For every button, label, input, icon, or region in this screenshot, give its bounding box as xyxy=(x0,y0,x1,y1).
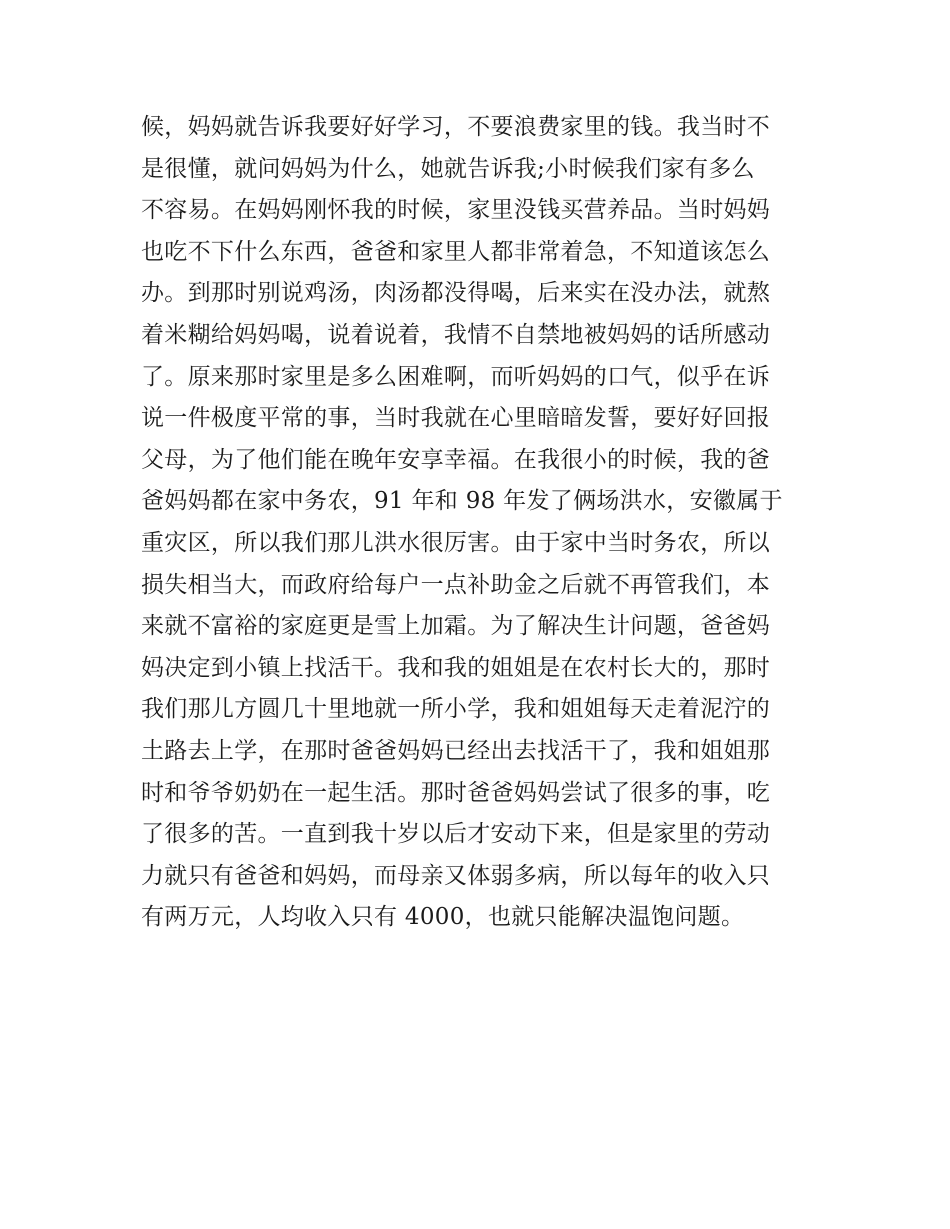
text-line: 我们那儿方圆几十里地就一所小学，我和姐姐每天走着泥泞的 xyxy=(141,696,771,723)
text-line: 候，妈妈就告诉我要好好学习，不要浪费家里的钱。我当时不 xyxy=(141,114,771,140)
text-line: 是很懂，就问妈妈为什么，她就告诉我;小时候我们家有多么 xyxy=(141,155,755,182)
text-line: 也吃不下什么东西，爸爸和家里人都非常着急，不知道该怎么 xyxy=(141,238,771,265)
text-line: 有两万元，人均收入只有 4000，也就只能解决温饱问题。 xyxy=(141,904,745,931)
text-line: 时和爷爷奶奶在一起生活。那时爸爸妈妈尝试了很多的事，吃 xyxy=(141,779,771,806)
text-line: 不容易。在妈妈刚怀我的时候，家里没钱买营养品。当时妈妈 xyxy=(141,197,771,224)
text-line: 了很多的苦。一直到我十岁以后才安动下来，但是家里的劳动 xyxy=(141,821,771,848)
text-line: 力就只有爸爸和妈妈，而母亲又体弱多病，所以每年的收入只 xyxy=(141,862,771,889)
text-line: 重灾区，所以我们那儿洪水很厉害。由于家中当时务农，所以 xyxy=(141,529,771,556)
text-line: 来就不富裕的家庭更是雪上加霜。为了解决生计问题，爸爸妈 xyxy=(141,613,771,640)
text-line: 父母，为了他们能在晚年安享幸福。在我很小的时候，我的爸 xyxy=(141,446,771,473)
text-line: 土路去上学，在那时爸爸妈妈已经出去找活干了，我和姐姐那 xyxy=(141,737,771,764)
text-line: 损失相当大，而政府给每户一点补助金之后就不再管我们，本 xyxy=(141,571,771,598)
text-line: 妈决定到小镇上找活干。我和我的姐姐是在农村长大的，那时 xyxy=(141,654,771,681)
text-line: 了。原来那时家里是多么困难啊，而听妈妈的口气，似乎在诉 xyxy=(141,363,771,390)
text-line: 爸妈妈都在家中务农，91 年和 98 年发了俩场洪水，安徽属于 xyxy=(141,488,783,515)
text-line: 着米糊给妈妈喝，说着说着，我情不自禁地被妈妈的话所感动 xyxy=(141,321,771,348)
text-line: 说一件极度平常的事，当时我就在心里暗暗发誓，要好好回报 xyxy=(141,405,771,432)
body-text xyxy=(141,107,821,939)
text-line: 办。到那时别说鸡汤，肉汤都没得喝，后来实在没办法，就熬 xyxy=(141,280,771,307)
